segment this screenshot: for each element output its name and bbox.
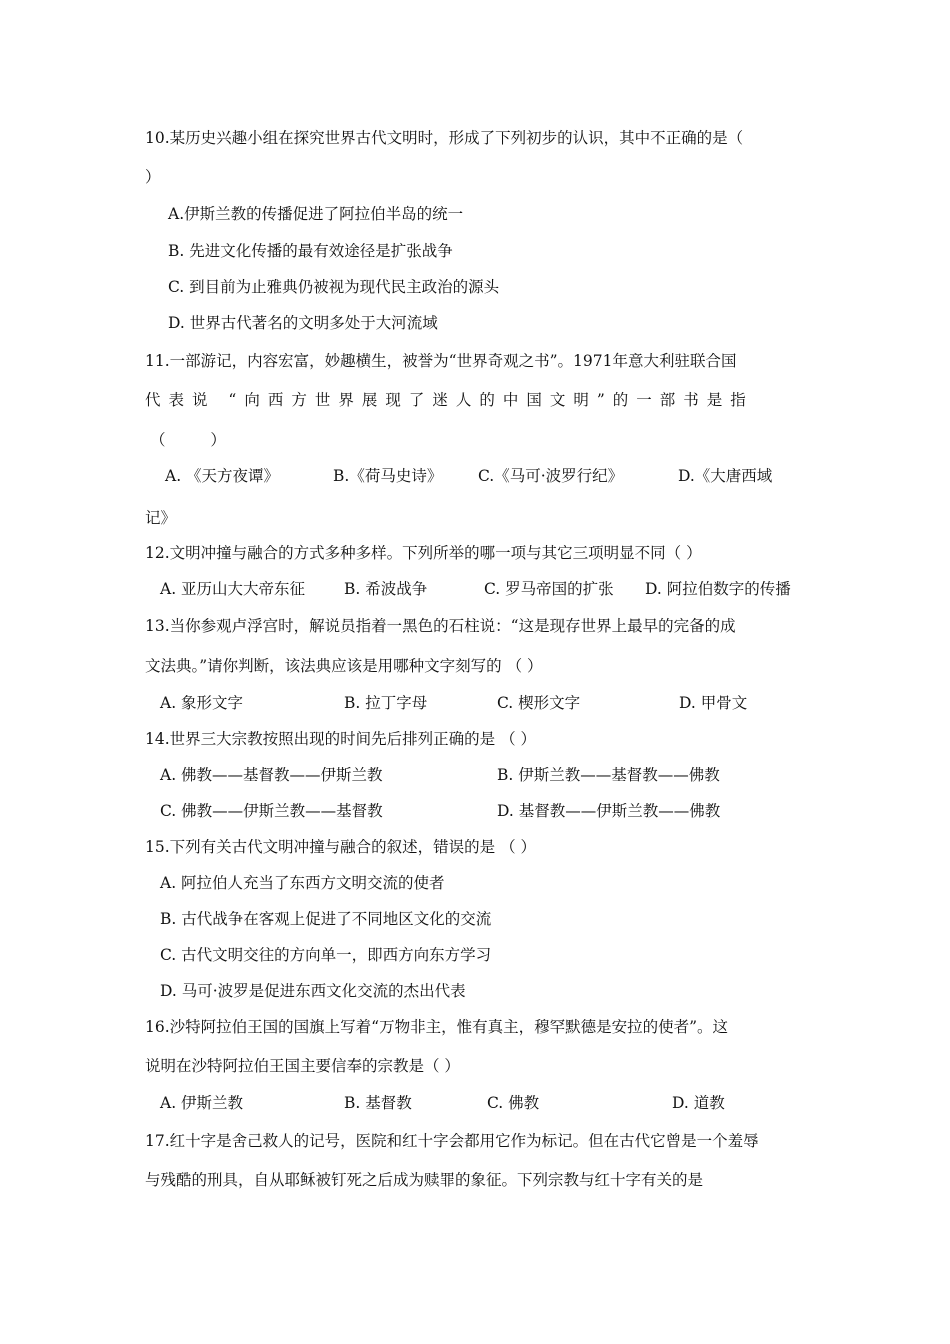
- question-16-stem-line-1: 16.沙特阿拉伯王国的国旗上写着“万物非主，惟有真主，穆罕默德是安拉的使者”。这: [145, 1018, 729, 1036]
- question-13-option-b: B. 拉丁字母: [344, 694, 428, 712]
- question-16-option-c: C. 佛教: [487, 1094, 540, 1112]
- question-17-stem-line-2: 与残酷的刑具，自从耶稣被钉死之后成为赎罪的象征。下列宗教与红十字有关的是: [145, 1171, 704, 1189]
- question-11-option-b: B.《荷马史诗》: [333, 467, 443, 485]
- question-10-stem-line-2: ）: [145, 168, 161, 186]
- question-15-stem: 15.下列有关古代文明冲撞与融合的叙述，错误的是 （ ）: [145, 838, 537, 856]
- question-14-option-c: C. 佛教——伊斯兰教——基督教: [160, 802, 383, 820]
- question-11-option-a: A. 《天方夜谭》: [165, 467, 280, 485]
- question-14-option-b: B. 伊斯兰教——基督教——佛教: [497, 766, 720, 784]
- question-13-option-d: D. 甲骨文: [679, 694, 748, 712]
- question-11-stem-line-1: 11.一部游记，内容宏富，妙趣横生，被誉为“世界奇观之书”。1971年意大利驻联合国: [145, 352, 737, 370]
- question-17-stem-line-1: 17.红十字是舍己救人的记号，医院和红十字会都用它作为标记。但在古代它曾是一个羞辱: [145, 1132, 759, 1150]
- question-13-option-a: A. 象形文字: [160, 694, 244, 712]
- question-14-option-d: D. 基督教——伊斯兰教——佛教: [497, 802, 721, 820]
- question-14-option-a: A. 佛教——基督教——伊斯兰教: [160, 766, 383, 784]
- question-15-option-b: B. 古代战争在客观上促进了不同地区文化的交流: [160, 910, 492, 928]
- question-12-option-d: D. 阿拉伯数字的传播: [645, 580, 791, 598]
- question-16-option-d: D. 道教: [672, 1094, 725, 1112]
- question-15-option-d: D. 马可·波罗是促进东西文化交流的杰出代表: [160, 982, 466, 1000]
- question-11-option-d-wrap: 记》: [145, 509, 177, 527]
- question-13-stem-line-2: 文法典。”请你判断，该法典应该是用哪种文字刻写的 （ ）: [145, 657, 543, 675]
- question-10-option-b: B. 先进文化传播的最有效途径是扩张战争: [168, 242, 453, 260]
- question-11-stem-line-2: 代表说 “向西方世界展现了迷人的中国文明”的一部书是指: [145, 391, 754, 409]
- question-15-option-c: C. 古代文明交往的方向单一，即西方向东方学习: [160, 946, 492, 964]
- question-12-option-b: B. 希波战争: [344, 580, 428, 598]
- question-12-option-a: A. 亚历山大大帝东征: [160, 580, 306, 598]
- question-13-stem-line-1: 13.当你参观卢浮宫时，解说员指着一黑色的石柱说：“这是现存世界上最早的完备的成: [145, 617, 736, 635]
- question-11-option-d: D.《大唐西域: [678, 467, 773, 485]
- question-10-stem-line-1: 10.某历史兴趣小组在探究世界古代文明时，形成了下列初步的认识，其中不正确的是（: [145, 129, 744, 147]
- question-16-option-a: A. 伊斯兰教: [160, 1094, 244, 1112]
- question-14-stem: 14.世界三大宗教按照出现的时间先后排列正确的是 （ ）: [145, 730, 537, 748]
- question-10-option-d: D. 世界古代著名的文明多处于大河流域: [168, 314, 438, 332]
- question-15-option-a: A. 阿拉伯人充当了东西方文明交流的使者: [160, 874, 445, 892]
- question-16-option-b: B. 基督教: [344, 1094, 412, 1112]
- question-10-option-c: C. 到目前为止雅典仍被视为现代民主政治的源头: [168, 278, 500, 296]
- question-12-option-c: C. 罗马帝国的扩张: [484, 580, 614, 598]
- question-16-stem-line-2: 说明在沙特阿拉伯王国主要信奉的宗教是（ ）: [145, 1057, 460, 1075]
- question-11-stem-line-3: （ ）: [150, 431, 226, 449]
- question-11-option-c: C.《马可·波罗行纪》: [478, 467, 624, 485]
- question-13-option-c: C. 楔形文字: [497, 694, 581, 712]
- question-10-option-a: A.伊斯兰教的传播促进了阿拉伯半岛的统一: [168, 205, 464, 223]
- question-12-stem: 12.文明冲撞与融合的方式多种多样。下列所举的哪一项与其它三项明显不同（ ）: [145, 544, 702, 562]
